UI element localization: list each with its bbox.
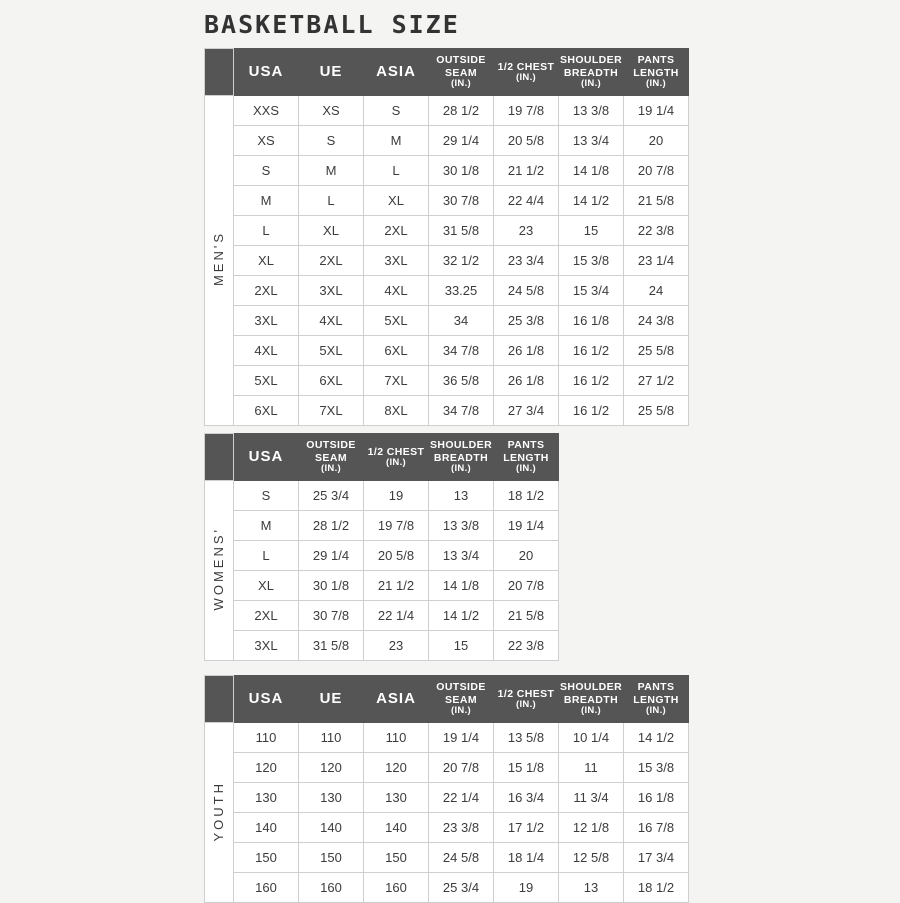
cell: 20 7/8: [624, 156, 689, 186]
col-header-half-chest-text: 1/2 CHEST: [497, 60, 555, 73]
cell: 4XL: [299, 306, 364, 336]
cell: 24 5/8: [429, 843, 494, 873]
cell: 16 1/2: [559, 366, 624, 396]
table-row: [205, 336, 689, 366]
cell: 22 3/8: [624, 216, 689, 246]
col-header-ue: UE: [299, 676, 364, 723]
cell: 28 1/2: [299, 511, 364, 541]
col-header-half-chest-unit: (IN.): [386, 456, 406, 468]
cell: 20 5/8: [494, 126, 559, 156]
cell: 13 3/4: [429, 541, 494, 571]
cell: 6XL: [299, 366, 364, 396]
col-header-outside-seam: [429, 676, 494, 723]
cell: 24 5/8: [494, 276, 559, 306]
cell: 24 3/8: [624, 306, 689, 336]
table-row: [205, 481, 559, 511]
cell: 13 3/4: [559, 126, 624, 156]
cell: 33.25: [429, 276, 494, 306]
cell: XXS: [234, 96, 299, 126]
cell: M: [234, 511, 299, 541]
col-header-shoulder-breadth-unit: (IN.): [581, 77, 601, 89]
cell: 18 1/2: [494, 481, 559, 511]
col-header-asia: ASIA: [364, 676, 429, 723]
youth-size-table: [204, 675, 689, 903]
cell: 5XL: [299, 336, 364, 366]
cell: M: [364, 126, 429, 156]
cell: 31 5/8: [429, 216, 494, 246]
cell: 5XL: [234, 366, 299, 396]
cell: 140: [234, 813, 299, 843]
cell: 2XL: [364, 216, 429, 246]
cell: 23: [494, 216, 559, 246]
cell: 19 1/4: [494, 511, 559, 541]
cell: 18 1/2: [624, 873, 689, 903]
cell: 3XL: [364, 246, 429, 276]
cell: 16 7/8: [624, 813, 689, 843]
cell: 21 5/8: [624, 186, 689, 216]
cell: 21 1/2: [364, 571, 429, 601]
cell: 3XL: [299, 276, 364, 306]
col-header-outside-seam: [429, 49, 494, 96]
youth-table-body: [205, 723, 689, 903]
table-row: [205, 96, 689, 126]
table-row: [205, 873, 689, 903]
table-row: [205, 366, 689, 396]
cell: 16 3/4: [494, 783, 559, 813]
table-row: [205, 723, 689, 753]
cell: 6XL: [234, 396, 299, 426]
group-label-youth: [205, 723, 234, 903]
cell: 160: [234, 873, 299, 903]
cell: 16 1/2: [559, 336, 624, 366]
cell: 13: [559, 873, 624, 903]
mens-size-table: [204, 48, 689, 426]
cell: 28 1/2: [429, 96, 494, 126]
cell: 150: [234, 843, 299, 873]
cell: 30 7/8: [429, 186, 494, 216]
cell: 25 3/8: [494, 306, 559, 336]
col-header-pants-length-unit: (IN.): [516, 462, 536, 474]
cell: 26 1/8: [494, 336, 559, 366]
table-row: [205, 783, 689, 813]
cell: 7XL: [364, 366, 429, 396]
col-header-pants-length-unit: (IN.): [646, 77, 666, 89]
cell: 14 1/2: [559, 186, 624, 216]
cell: 3XL: [234, 306, 299, 336]
cell: 13 3/8: [559, 96, 624, 126]
womens-size-table-block: [204, 433, 559, 661]
cell: 19: [364, 481, 429, 511]
cell: XS: [234, 126, 299, 156]
col-header-shoulder-breadth: [559, 676, 624, 723]
cell: 130: [234, 783, 299, 813]
col-header-shoulder-breadth-text: SHOULDER BREADTH: [559, 681, 623, 706]
cell: 16 1/2: [559, 396, 624, 426]
col-header-outside-seam-unit: (IN.): [451, 77, 471, 89]
cell: 20 5/8: [364, 541, 429, 571]
mens-table-body: [205, 96, 689, 426]
cell: 150: [364, 843, 429, 873]
cell: 110: [299, 723, 364, 753]
cell: 32 1/2: [429, 246, 494, 276]
womens-table-body: [205, 481, 559, 661]
cell: 120: [234, 753, 299, 783]
youth-table-header: [205, 676, 689, 723]
cell: 30 7/8: [299, 601, 364, 631]
cell: 18 1/4: [494, 843, 559, 873]
cell: 23 3/8: [429, 813, 494, 843]
cell: 13 5/8: [494, 723, 559, 753]
cell: 20 7/8: [494, 571, 559, 601]
cell: XL: [364, 186, 429, 216]
col-header-half-chest-unit: (IN.): [516, 698, 536, 710]
cell: 5XL: [364, 306, 429, 336]
cell: 23 1/4: [624, 246, 689, 276]
table-row: [205, 126, 689, 156]
cell: 19: [494, 873, 559, 903]
table-row: [205, 843, 689, 873]
cell: 14 1/2: [429, 601, 494, 631]
cell: 14 1/2: [624, 723, 689, 753]
col-header-pants-length: [494, 434, 559, 481]
cell: L: [234, 541, 299, 571]
col-header-shoulder-breadth: [559, 49, 624, 96]
cell: 150: [299, 843, 364, 873]
cell: 2XL: [234, 601, 299, 631]
col-header-shoulder-breadth-unit: (IN.): [451, 462, 471, 474]
cell: 20: [494, 541, 559, 571]
col-header-pants-length: [624, 49, 689, 96]
cell: 34 7/8: [429, 336, 494, 366]
youth-size-table-block: [204, 675, 689, 903]
cell: 4XL: [234, 336, 299, 366]
cell: 22 1/4: [429, 783, 494, 813]
corner-blank: [205, 434, 234, 481]
cell: 120: [364, 753, 429, 783]
cell: 30 1/8: [429, 156, 494, 186]
col-header-half-chest: [494, 676, 559, 723]
page-title: BASKETBALL SIZE: [204, 10, 460, 39]
col-header-usa: USA: [234, 676, 299, 723]
cell: 17 1/2: [494, 813, 559, 843]
womens-size-table: [204, 433, 559, 661]
cell: 27 1/2: [624, 366, 689, 396]
cell: M: [299, 156, 364, 186]
cell: 130: [364, 783, 429, 813]
col-header-outside-seam-text: OUTSIDE SEAM: [436, 681, 486, 706]
cell: 26 1/8: [494, 366, 559, 396]
col-header-outside-seam-unit: (IN.): [451, 704, 471, 716]
cell: 11: [559, 753, 624, 783]
table-row: [205, 601, 559, 631]
cell: 36 5/8: [429, 366, 494, 396]
cell: 3XL: [234, 631, 299, 661]
cell: 15 3/8: [624, 753, 689, 783]
cell: 29 1/4: [429, 126, 494, 156]
col-header-pants-length-text: PANTS LENGTH: [633, 54, 679, 79]
cell: 14 1/8: [429, 571, 494, 601]
col-header-asia: ASIA: [364, 49, 429, 96]
cell: 15 3/4: [559, 276, 624, 306]
group-label-mens: [205, 96, 234, 426]
cell: 12 5/8: [559, 843, 624, 873]
col-header-shoulder-breadth-text: SHOULDER BREADTH: [429, 439, 493, 464]
col-header-half-chest-text: 1/2 CHEST: [367, 445, 425, 458]
col-header-pants-length-text: PANTS LENGTH: [633, 681, 679, 706]
cell: 25 3/4: [429, 873, 494, 903]
cell: 10 1/4: [559, 723, 624, 753]
table-row: [205, 246, 689, 276]
table-row: [205, 156, 689, 186]
cell: 8XL: [364, 396, 429, 426]
cell: 14 1/8: [559, 156, 624, 186]
cell: XL: [234, 246, 299, 276]
cell: 22 4/4: [494, 186, 559, 216]
col-header-half-chest: [364, 434, 429, 481]
cell: L: [299, 186, 364, 216]
table-row: [205, 216, 689, 246]
cell: 140: [299, 813, 364, 843]
cell: 160: [299, 873, 364, 903]
cell: 27 3/4: [494, 396, 559, 426]
cell: 130: [299, 783, 364, 813]
cell: S: [234, 481, 299, 511]
corner-blank: [205, 676, 234, 723]
col-header-pants-length-unit: (IN.): [646, 704, 666, 716]
cell: 4XL: [364, 276, 429, 306]
cell: 20 7/8: [429, 753, 494, 783]
group-label-mens-text: MEN'S: [210, 231, 226, 287]
mens-size-table-block: [204, 48, 689, 426]
cell: 22 3/8: [494, 631, 559, 661]
col-header-half-chest-text: 1/2 CHEST: [497, 687, 555, 700]
cell: 23: [364, 631, 429, 661]
cell: 19 7/8: [494, 96, 559, 126]
cell: 30 1/8: [299, 571, 364, 601]
col-header-usa: USA: [234, 434, 299, 481]
col-header-ue: UE: [299, 49, 364, 96]
cell: M: [234, 186, 299, 216]
cell: 160: [364, 873, 429, 903]
col-header-outside-seam-text: OUTSIDE SEAM: [436, 54, 486, 79]
cell: 34 7/8: [429, 396, 494, 426]
table-row: [205, 571, 559, 601]
cell: L: [234, 216, 299, 246]
cell: 25 3/4: [299, 481, 364, 511]
womens-table-header: [205, 434, 559, 481]
table-row: [205, 276, 689, 306]
group-label-womens: [205, 481, 234, 661]
cell: 25 5/8: [624, 396, 689, 426]
cell: 24: [624, 276, 689, 306]
table-row: [205, 396, 689, 426]
cell: L: [364, 156, 429, 186]
cell: 12 1/8: [559, 813, 624, 843]
cell: 15: [559, 216, 624, 246]
col-header-half-chest: [494, 49, 559, 96]
col-header-outside-seam: [299, 434, 364, 481]
cell: 13 3/8: [429, 511, 494, 541]
col-header-outside-seam-text: OUTSIDE SEAM: [306, 439, 356, 464]
table-row: [205, 813, 689, 843]
cell: S: [364, 96, 429, 126]
cell: 23 3/4: [494, 246, 559, 276]
cell: XS: [299, 96, 364, 126]
col-header-half-chest-unit: (IN.): [516, 71, 536, 83]
cell: 2XL: [299, 246, 364, 276]
table-row: [205, 631, 559, 661]
cell: 110: [364, 723, 429, 753]
cell: 29 1/4: [299, 541, 364, 571]
col-header-shoulder-breadth: [429, 434, 494, 481]
cell: 11 3/4: [559, 783, 624, 813]
cell: 21 5/8: [494, 601, 559, 631]
corner-blank: [205, 49, 234, 96]
cell: 15 1/8: [494, 753, 559, 783]
group-label-womens-text: WOMENS': [210, 527, 226, 611]
cell: 15 3/8: [559, 246, 624, 276]
cell: 110: [234, 723, 299, 753]
table-row: [205, 511, 559, 541]
group-label-youth-text: YOUTH: [210, 780, 226, 842]
col-header-usa: USA: [234, 49, 299, 96]
cell: 20: [624, 126, 689, 156]
cell: 13: [429, 481, 494, 511]
cell: 19 7/8: [364, 511, 429, 541]
table-row: [205, 306, 689, 336]
cell: 31 5/8: [299, 631, 364, 661]
col-header-pants-length: [624, 676, 689, 723]
cell: 6XL: [364, 336, 429, 366]
cell: 16 1/8: [559, 306, 624, 336]
cell: 19 1/4: [624, 96, 689, 126]
col-header-pants-length-text: PANTS LENGTH: [503, 439, 549, 464]
cell: XL: [299, 216, 364, 246]
cell: 120: [299, 753, 364, 783]
table-row: [205, 541, 559, 571]
table-row: [205, 186, 689, 216]
cell: 140: [364, 813, 429, 843]
col-header-shoulder-breadth-text: SHOULDER BREADTH: [559, 54, 623, 79]
cell: 7XL: [299, 396, 364, 426]
cell: S: [299, 126, 364, 156]
cell: 22 1/4: [364, 601, 429, 631]
cell: 34: [429, 306, 494, 336]
cell: 19 1/4: [429, 723, 494, 753]
cell: S: [234, 156, 299, 186]
table-row: [205, 753, 689, 783]
cell: 15: [429, 631, 494, 661]
cell: 2XL: [234, 276, 299, 306]
cell: 25 5/8: [624, 336, 689, 366]
cell: 16 1/8: [624, 783, 689, 813]
col-header-outside-seam-unit: (IN.): [321, 462, 341, 474]
cell: XL: [234, 571, 299, 601]
mens-table-header: [205, 49, 689, 96]
cell: 17 3/4: [624, 843, 689, 873]
cell: 21 1/2: [494, 156, 559, 186]
col-header-shoulder-breadth-unit: (IN.): [581, 704, 601, 716]
